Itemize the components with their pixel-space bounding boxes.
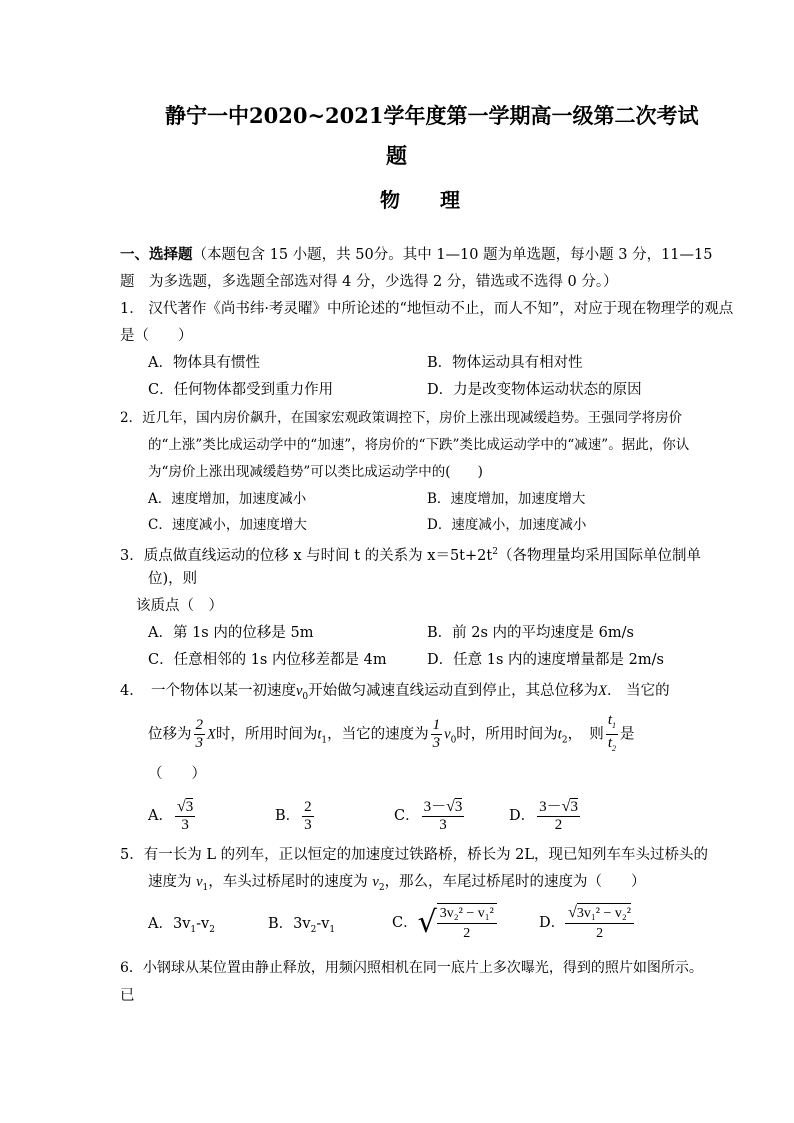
q5-option-b-text: B．3v: [268, 916, 311, 932]
q1-option-c: C．任何物体都受到重力作用: [148, 382, 334, 398]
subject-title: 物 理: [380, 188, 460, 212]
q4-text-e: 时，所用时间为: [215, 726, 318, 743]
q4-option-a-label: A．: [148, 808, 173, 824]
q5-option-d-value: $\frac{\text{√3v₁² − v₂²}}{2}$: [565, 903, 634, 944]
q4-text-a: 4． 一个物体以某一初速度: [120, 683, 296, 699]
q4-t2-sub: 2: [561, 735, 568, 746]
q5-stem-line1: 5．有一长为 L 的列车，正以恒定的加速度过铁路桥，桥长为 2L，现已知列车车头过桥头的: [120, 847, 709, 863]
q4-option-c: [394, 796, 466, 836]
exam-title-line1: 静宁一中2020~2021学年度第一学期高一级第二次考试: [165, 103, 699, 128]
q4-stem-line3: （ ）: [148, 766, 206, 782]
q5-v1: v: [196, 874, 203, 890]
q4-option-a-value: $\frac{√3}{3}$: [176, 798, 194, 833]
q4-frac3-den: $t_2$: [607, 735, 616, 753]
q3-option-d: D．任意 1s 内的速度增量都是 2m/s: [427, 652, 664, 668]
q2-stem-line2: 的“上涨”类比成运动学中的“加速”，将房价的“下跌”类比成运动学中的“减速”。据此，你认: [148, 437, 690, 453]
q5-v2-sub: 2: [378, 882, 385, 893]
q5-option-a-text: A．3v: [148, 916, 191, 932]
q1-option-b: B．物体运动具有相对性: [427, 355, 583, 371]
q4-text-i: 是: [619, 726, 635, 743]
q4-option-b: [275, 796, 316, 836]
q4-v0b: v: [444, 726, 451, 743]
q4-X: X: [598, 683, 608, 699]
q4-frac2-num: 1: [432, 717, 441, 733]
q4-stem-line2: [148, 712, 634, 760]
q4-option-d-value: $\frac{3-√3}{2}$: [539, 798, 578, 833]
q6-stem-line1: 6．小钢球从某位置由静止释放，用频闪照相机在同一底片上多次曝光，得到的照片如图所示。: [120, 960, 703, 976]
q4-text-c: ． 当它的: [607, 683, 670, 699]
q3-option-b: B．前 2s 内的平均速度是 6m/s: [427, 625, 634, 641]
q4-v0-sub: 0: [302, 691, 309, 702]
q4-option-d-label: D．: [509, 808, 536, 824]
q4-frac3-num: $t_1$: [606, 712, 618, 735]
q4-text-g: 时，所用时间为: [456, 726, 558, 743]
q5-option-d-label: D．: [539, 915, 566, 931]
q5-option-a: A．$3v_1-v_2$: [148, 916, 215, 935]
q3-exponent: 2: [492, 547, 498, 557]
q5-text-b: ，车头过桥尾时的速度为: [208, 874, 373, 890]
q4-v0: v: [295, 683, 303, 699]
q3-stem-line2: 位)，则: [148, 571, 198, 587]
q6-stem-line2: 已: [120, 988, 135, 1004]
q4-frac1-den: 3: [195, 735, 203, 751]
q4-text-f: ，当它的速度为: [327, 726, 429, 743]
q4-v0b-sub: 0: [450, 735, 457, 746]
q5-v2: v: [372, 874, 379, 890]
q5-option-c-radical: √: [417, 905, 437, 940]
q4-option-d: [509, 796, 582, 836]
q5-option-b: B．$3v_2-v_1$: [268, 916, 336, 935]
q4-frac-two-thirds: [194, 717, 206, 752]
q5-text-c: ，那么，车尾过桥尾时的速度为（ ）: [384, 874, 646, 890]
q3-stem-line1: [120, 542, 701, 566]
q1-stem-line2: 是（ ）: [120, 328, 193, 344]
section-intro-line2: 题 为多选题，多选题全部选对得 4 分，少选得 2 分，错选或不选得 0 分。）: [120, 274, 618, 290]
q4-t1-sub: 1: [321, 735, 328, 746]
q4-option-b-value: $\frac{2}{3}$: [304, 798, 312, 833]
q5-v1-sub: 1: [202, 882, 209, 893]
q2-option-d: D．速度减小，加速度减小: [427, 517, 587, 533]
q5-option-c: [392, 900, 497, 946]
q4-frac1-num: 2: [195, 717, 203, 733]
q5-stem-line2: [148, 872, 646, 898]
q4-option-b-label: B．: [275, 808, 301, 824]
q2-option-c: C．速度减小，加速度增大: [148, 517, 307, 533]
q5-option-c-value: $\frac{\text{3v₂² − v₁²}}{2}$: [437, 903, 497, 944]
q1-stem-line1: 1． 汉代著作《尚书纬·考灵曜》中所论述的“地恒动不止，而人不知”，对应于现在物理学的观点: [120, 301, 734, 317]
q4-option-c-value: $\frac{3-√3}{3}$: [423, 798, 463, 833]
q3-option-c: C．任意相邻的 1s 内位移差都是 4m: [148, 652, 387, 668]
q3-option-a: A．第 1s 内的位移是 5m: [148, 625, 314, 641]
q3-text-b: （各物理量均采用国际单位制单: [497, 547, 701, 564]
q4-frac-t1-over-t2: [606, 712, 618, 757]
q2-stem-line3: 为“房价上涨出现减缓趋势”可以类比成运动学中的( ): [148, 464, 483, 480]
q4-frac2-den: 3: [432, 735, 441, 751]
q4-text-d: 位移为: [148, 726, 192, 743]
q4-frac-one-third: [431, 717, 443, 752]
q4-t1: t: [317, 726, 322, 743]
section-intro-line1: [120, 245, 712, 265]
q1-option-a: A．物体具有惯性: [148, 355, 260, 371]
q2-option-a: A．速度增加，加速度减小: [148, 491, 307, 507]
q2-stem-line1: 2．近几年，国内房价飙升，在国家宏观政策调控下，房价上涨出现减缓趋势。王强同学将房价: [120, 410, 683, 426]
q4-X2: X: [207, 726, 216, 743]
q1-option-d: D．力是改变物体运动状态的原因: [427, 382, 642, 398]
q4-option-c-label: C．: [394, 808, 420, 824]
q4-option-a: [148, 796, 197, 836]
q3-stem-line3: 该质点（ ）: [136, 598, 223, 614]
q5-text-a: 速度为: [148, 874, 197, 890]
q3-text-a: 3．质点做直线运动的位移 x 与时间 t 的关系为 x＝5t+2t: [120, 547, 493, 564]
q5-option-d: [539, 900, 634, 946]
q5-option-c-label: C．: [392, 915, 418, 931]
q4-stem-line1: [120, 681, 670, 707]
q4-text-h: ， 则: [567, 726, 604, 743]
q2-option-b: B．速度增加，加速度增大: [427, 491, 586, 507]
q4-text-b: 开始做匀减速直线运动直到停止，其总位移为: [308, 683, 599, 699]
section-heading: 一、选择题: [120, 246, 193, 263]
q4-t2: t: [557, 726, 562, 743]
exam-title-line2: 题: [386, 143, 407, 168]
section-intro-text: （本题包含 15 小题，共 50分。其中 1—10 题为单选题，每小题 3 分，11—15: [192, 247, 713, 263]
